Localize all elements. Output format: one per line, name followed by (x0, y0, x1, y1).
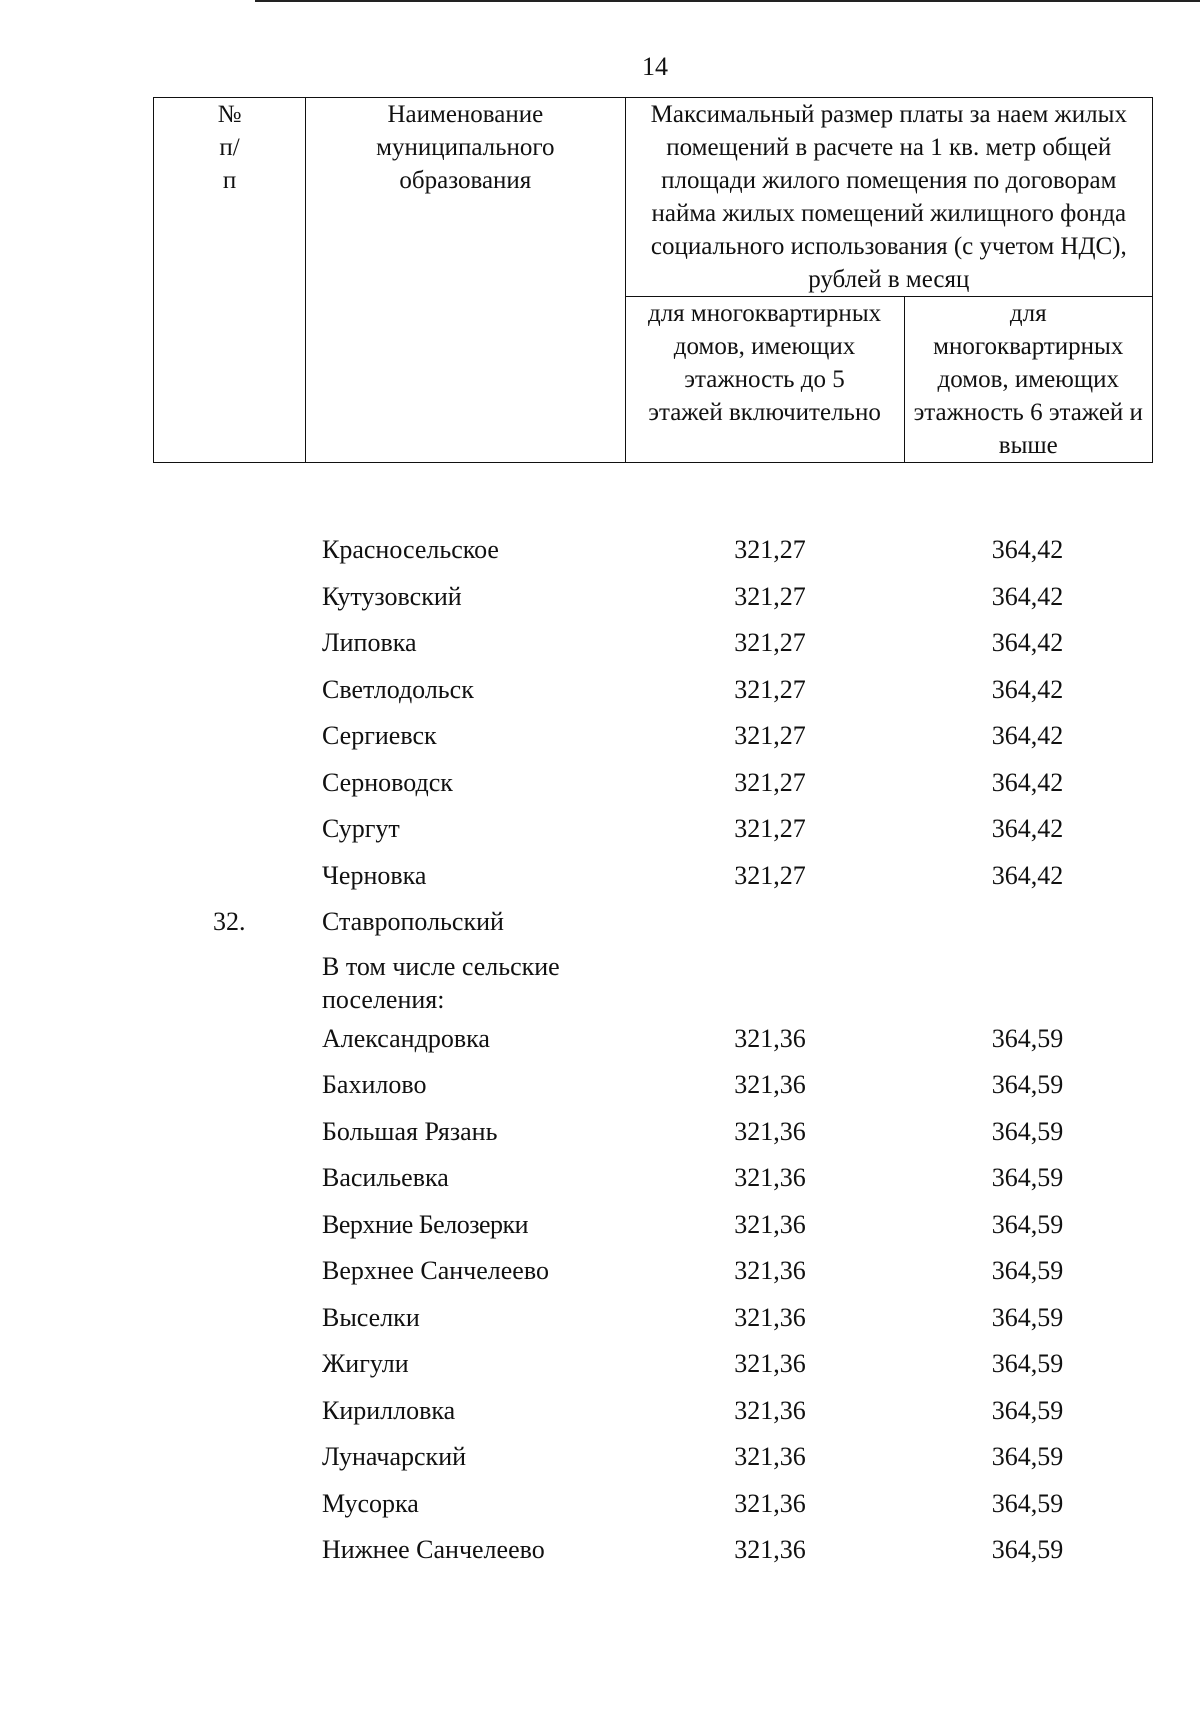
row-value-up-to-5: 321,36 (734, 1488, 806, 1518)
row-value-6-plus: 364,42 (991, 628, 1064, 657)
row-name: Большая Рязань (322, 1116, 498, 1146)
row-value-up-to-5: 321,36 (734, 1163, 806, 1192)
row-value-up-to-5: 321,27 (734, 721, 806, 750)
row-name: Мусорка (322, 1488, 419, 1518)
table-row (0, 574, 1200, 621)
row-name: Луначарский (322, 1442, 467, 1471)
row-value-up-to-5: 321,36 (734, 1256, 806, 1285)
row-name: Светлодольск (322, 674, 474, 704)
row-value-up-to-5: 321,27 (734, 674, 806, 704)
row-name: Кирилловка (322, 1395, 456, 1425)
row-name: Верхнее Санчелеево (322, 1256, 549, 1285)
row-value-6-plus: 364,59 (991, 1302, 1064, 1332)
table-row (0, 1016, 1200, 1063)
table-row (0, 713, 1200, 760)
row-value-up-to-5: 321,27 (734, 628, 806, 657)
table-row (0, 1388, 1200, 1435)
row-name: В том числе сельские поселения: (322, 951, 560, 1014)
table-row (0, 527, 1200, 574)
row-value-up-to-5: 321,27 (734, 767, 806, 797)
row-name: Сергиевск (322, 721, 437, 750)
table-body (0, 527, 1200, 1574)
row-value-6-plus: 364,59 (991, 1023, 1064, 1053)
table-row (0, 1248, 1200, 1295)
header-col-number: № п/п (154, 98, 306, 463)
row-value-up-to-5: 321,36 (734, 1442, 806, 1471)
table-row (0, 1295, 1200, 1342)
row-value-up-to-5: 321,36 (734, 1395, 806, 1425)
row-name: Выселки (322, 1302, 420, 1332)
row-name: Жигули (322, 1349, 409, 1378)
row-value-up-to-5: 321,36 (734, 1070, 806, 1099)
row-value-up-to-5: 321,27 (734, 814, 806, 843)
top-rule (255, 0, 1200, 2)
table-row (0, 1481, 1200, 1528)
row-value-6-plus: 364,42 (991, 674, 1064, 704)
page-number: 14 (642, 52, 668, 81)
header-col-municipality: Наименование муниципального образования (306, 98, 625, 463)
row-name: Липовка (322, 628, 417, 657)
row-name: Александровка (322, 1023, 490, 1053)
table-row-district (0, 899, 1200, 946)
row-value-6-plus: 364,59 (991, 1256, 1064, 1285)
table-header (153, 97, 1153, 463)
row-value-up-to-5: 321,36 (734, 1535, 806, 1564)
row-value-6-plus: 364,42 (991, 767, 1064, 797)
row-value-up-to-5: 321,36 (734, 1116, 806, 1146)
row-value-up-to-5: 321,36 (734, 1302, 806, 1332)
header-col-max-payment: Максимальный размер платы за наем жилых помещений в расчете на 1 кв. метр общей площади жилого помещения по договорам найма жилых помещений жилищного фонда социального использования (с учетом НДС), рублей в месяц (625, 98, 1152, 297)
header-col-up-to-5-floors: для многоквартирных домов, имеющих этажность до 5 этажей включительно (625, 297, 904, 463)
table-row (0, 1341, 1200, 1388)
row-value-6-plus: 364,59 (991, 1349, 1064, 1378)
table-row (0, 620, 1200, 667)
row-name: Черновка (322, 860, 427, 890)
row-name: Нижнее Санчелеево (322, 1535, 545, 1564)
row-value-up-to-5: 321,27 (734, 535, 806, 564)
row-value-6-plus: 364,59 (991, 1395, 1064, 1425)
row-value-6-plus: 364,59 (991, 1535, 1064, 1564)
row-value-up-to-5: 321,36 (734, 1349, 806, 1378)
row-value-6-plus: 364,42 (991, 535, 1064, 564)
row-value-up-to-5: 321,27 (734, 860, 806, 890)
row-name: Серноводск (322, 767, 453, 797)
row-value-6-plus: 364,42 (991, 860, 1064, 890)
row-name: Сургут (322, 814, 400, 843)
row-value-up-to-5: 321,36 (734, 1023, 806, 1053)
table-row (0, 667, 1200, 714)
row-value-6-plus: 364,59 (991, 1070, 1064, 1099)
row-value-up-to-5: 321,27 (734, 581, 806, 611)
row-name: Кутузовский (322, 581, 462, 611)
table-row (0, 1062, 1200, 1109)
table-row-subheading (0, 946, 1200, 1016)
table-row (0, 1109, 1200, 1156)
row-value-up-to-5: 321,36 (734, 1209, 806, 1239)
row-name: Бахилово (322, 1070, 427, 1099)
row-value-6-plus: 364,59 (991, 1116, 1064, 1146)
table-row (0, 853, 1200, 900)
row-name: Ставропольский (322, 907, 504, 936)
table-row (0, 1202, 1200, 1249)
row-value-6-plus: 364,42 (991, 814, 1064, 843)
row-name: Васильевка (322, 1163, 449, 1192)
table-row (0, 1155, 1200, 1202)
table-row (0, 760, 1200, 807)
table-row (0, 1527, 1200, 1574)
row-value-6-plus: 364,42 (991, 581, 1064, 611)
row-number: 32. (213, 907, 246, 936)
header-col-6-floors-and-above: для многоквартирных домов, имеющих этажность 6 этажей и выше (904, 297, 1153, 463)
row-value-6-plus: 364,42 (991, 721, 1064, 750)
row-name: Верхние Белозерки (322, 1209, 529, 1239)
row-value-6-plus: 364,59 (991, 1163, 1064, 1192)
table-row (0, 806, 1200, 853)
table-row (0, 1434, 1200, 1481)
row-name: Красносельское (322, 535, 499, 564)
row-value-6-plus: 364,59 (991, 1209, 1064, 1239)
row-value-6-plus: 364,59 (991, 1442, 1064, 1471)
row-value-6-plus: 364,59 (991, 1488, 1064, 1518)
